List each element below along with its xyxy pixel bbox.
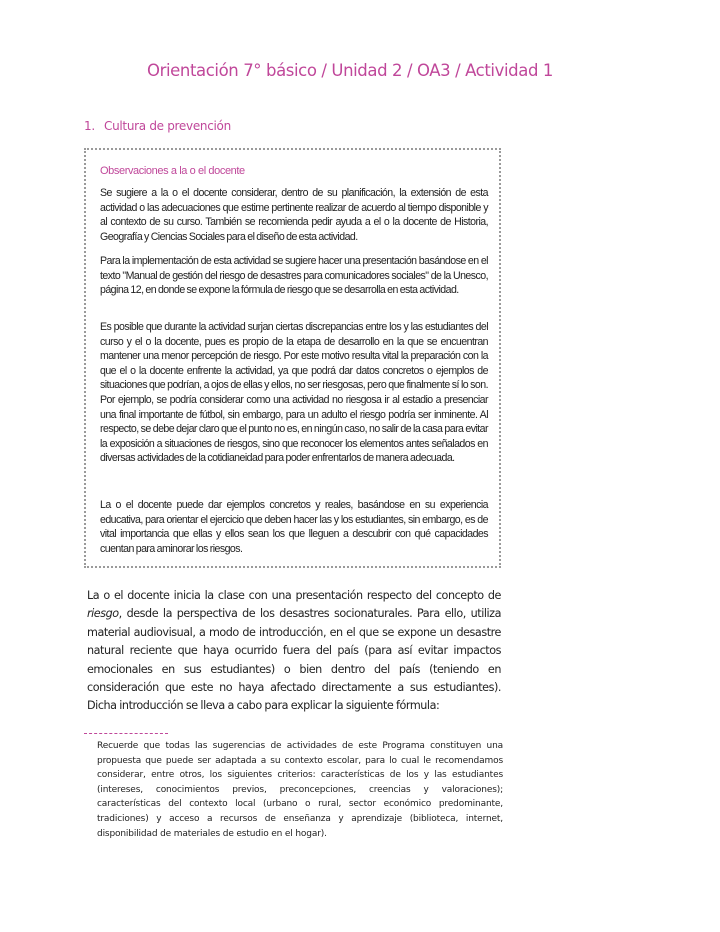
activity-intro-text: La o el docente inicia la clase con una presentación respecto del concepto de xyxy=(87,589,501,602)
section-title: Cultura de prevención xyxy=(104,119,231,133)
page-title: Orientación 7° básico / Unidad 2 / OA3 / Actividad 1 xyxy=(147,61,553,80)
activity-description xyxy=(87,587,501,716)
observation-paragraph: Es posible que durante la actividad surjan ciertas discrepancias entre los y las estudiantes del curso y el o la docente, pues es propio de la etapa de desarrollo en la que se encuentran mantener una menor percepción de riesgo. Por este motivo resulta vital la preparación con la que el o la docente enfrente la actividad, ya que podrá dar datos concretos o ejemplos de situaciones que podrían, a ojos de ellas y ellos, no ser riesgosas, pero que finalmente sí lo son. Por ejemplo, se podría considerar como una actividad no riesgosa ir al estadio a presenciar una final importante de fútbol, sin embargo, para un adulto el riesgo podría ser inminente. Al respecto, se debe dejar claro que el punto no es, en ningún caso, no salir de la casa para evitar la exposición a situaciones de riesgos, sino que reconocer los elementos antes señalados en diversas actividades de la cotidianeidad para poder enfrentarlos de manera adecuada. xyxy=(100,321,488,465)
observations-title: Observaciones a la o el docente xyxy=(100,165,245,177)
activity-rest-text: , desde la perspectiva de los desastres socionaturales. Para ello, utiliza material audiovisual, a modo de introducción, en el que se expone un desastre natural reciente que haya ocurrido fuera del país (para así evitar impactos emocionales en sus estudiantes) o bien dentro del país (teniendo en consideración que este no haya afectado directamente a sus estudiantes). Dicha introducción se lleva a cabo para explicar la siguiente fórmula: xyxy=(87,607,501,713)
risk-term: riesgo xyxy=(87,607,119,621)
section-number: 1. xyxy=(84,119,95,133)
footnote: Recuerde que todas las sugerencias de actividades de este Programa constituyen una propuesta que puede ser adaptada a su contexto escolar, para lo cual le recomendamos considerar, entre otros, los siguientes criterios: características de los y las estudiantes (intereses, conocimientos previos, preconcepciones, creencias y valoraciones); características del contexto local (urbano o rural, sector económico predominante, tradiciones) y acceso a recursos de enseñanza y aprendizaje (biblioteca, internet, disponibilidad de materiales de estudio en el hogar). xyxy=(97,741,503,839)
footnote-divider xyxy=(84,733,168,734)
observation-paragraph: Para la implementación de esta actividad se sugiere hacer una presentación basándose en el texto "Manual de gestión del riesgo de desastres para comunicadores sociales" de la Unesco, página 12, en donde se expone la fórmula de riesgo que se desarrolla en esta actividad. xyxy=(100,255,488,297)
observation-paragraph: La o el docente puede dar ejemplos concretos y reales, basándose en su experiencia educativa, para orientar el ejercicio que deben hacer las y los estudiantes, sin embargo, es de vital importancia que ellas y ellos sean los que lleguen a descubrir con qué capacidades cuentan para aminorar los riesgos. xyxy=(100,499,488,555)
observation-paragraph: Se sugiere a la o el docente considerar, dentro de su planificación, la extensión de esta actividad o las adecuaciones que estime pertinente realizar de acuerdo al tiempo disponible y al contexto de su curso. También se recomienda pedir ayuda a el o la docente de Historia, Geografía y Ciencias Sociales para el diseño de esta actividad. xyxy=(100,187,488,243)
section-heading xyxy=(84,119,231,133)
